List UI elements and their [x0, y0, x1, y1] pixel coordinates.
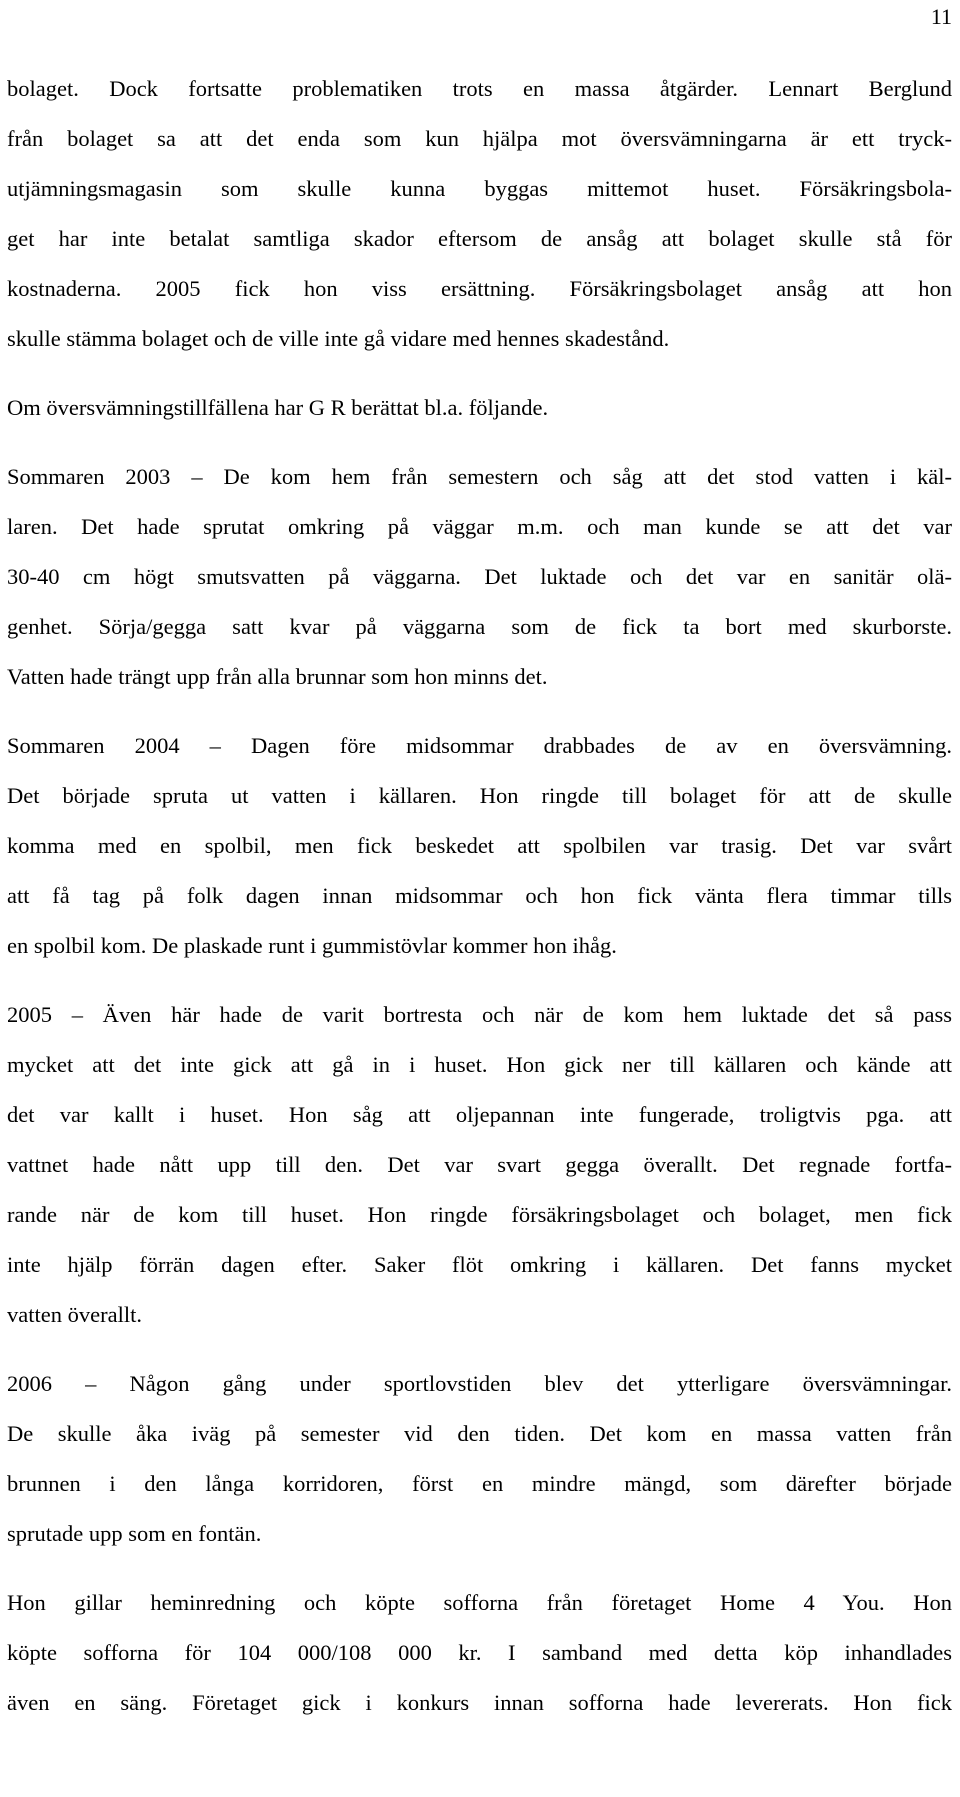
- text-line: det var kallt i huset. Hon såg att oljepannan inte fungerade, troligtvis pga. att: [7, 1102, 952, 1127]
- text-line: att få tag på folk dagen innan midsommar och hon fick vänta flera timmar tills: [7, 883, 952, 908]
- text-line: utjämningsmagasin som skulle kunna byggas mittemot huset. Försäkringsbola-: [7, 176, 952, 201]
- text-line: Det började spruta ut vatten i källaren. Hon ringde till bolaget för att de skulle: [7, 783, 952, 808]
- text-line: vatten överallt.: [7, 1302, 142, 1327]
- text-line: även en säng. Företaget gick i konkurs innan sofforna hade levererats. Hon fick: [7, 1690, 952, 1715]
- text-line: laren. Det hade sprutat omkring på väggar m.m. och man kunde se att det var: [7, 514, 952, 539]
- paragraph-sofa-purchase: [7, 1578, 952, 1728]
- text-line: skulle stämma bolaget och de ville inte gå vidare med hennes skadestånd.: [7, 326, 670, 351]
- paragraph-summer-2004: [7, 721, 952, 971]
- text-line: från bolaget sa att det enda som kun hjälpa mot översvämningarna är ett tryck-: [7, 126, 952, 151]
- text-line: Sommaren 2004 – Dagen före midsommar drabbades de av en översvämning.: [7, 733, 952, 758]
- text-line: 30-40 cm högt smutsvatten på väggarna. Det luktade och det var en sanitär olä-: [7, 564, 952, 589]
- paragraph-summer-2003: [7, 452, 952, 702]
- text-line: 2005 – Även här hade de varit bortresta och när de kom hem luktade det så pass: [7, 1002, 952, 1027]
- document-body: [7, 64, 952, 1728]
- text-line: Om översvämningstillfällena har G R berättat bl.a. följande.: [7, 395, 549, 420]
- text-line: vattnet hade nått upp till den. Det var svart gegga överallt. Det regnade fortfa-: [7, 1152, 952, 1177]
- text-line: köpte sofforna för 104 000/108 000 kr. I samband med detta köp inhandlades: [7, 1640, 952, 1665]
- text-line: bolaget. Dock fortsatte problematiken trots en massa åtgärder. Lennart Berglund: [7, 76, 952, 101]
- text-line: Vatten hade trängt upp från alla brunnar som hon minns det.: [7, 664, 548, 689]
- text-line: sprutade upp som en fontän.: [7, 1521, 262, 1546]
- text-line: De skulle åka iväg på semester vid den tiden. Det kom en massa vatten från: [7, 1421, 952, 1446]
- paragraph-2005: [7, 990, 952, 1340]
- text-line: brunnen i den långa korridoren, först en mindre mängd, som därefter började: [7, 1471, 952, 1496]
- text-line: inte hjälp förrän dagen efter. Saker flöt omkring i källaren. Det fanns mycket: [7, 1252, 952, 1277]
- text-line: Sommaren 2003 – De kom hem från semestern och såg att det stod vatten i käl-: [7, 464, 952, 489]
- text-line: genhet. Sörja/gegga satt kvar på väggarna som de fick ta bort med skurborste.: [7, 614, 952, 639]
- text-line: 2006 – Någon gång under sportlovstiden blev det ytterligare översvämningar.: [7, 1371, 952, 1396]
- text-line: rande när de kom till huset. Hon ringde försäkringsbolaget och bolaget, men fick: [7, 1202, 952, 1227]
- paragraph-intro-flood-events: [7, 383, 952, 433]
- paragraph-insurance-background: [7, 64, 952, 364]
- text-line: komma med en spolbil, men fick beskedet att spolbilen var trasig. Det var svårt: [7, 833, 952, 858]
- text-line: get har inte betalat samtliga skador eftersom de ansåg att bolaget skulle stå för: [7, 226, 952, 251]
- page-number: 11: [930, 4, 952, 29]
- text-line: Hon gillar heminredning och köpte sofforna från företaget Home 4 You. Hon: [7, 1590, 952, 1615]
- text-line: mycket att det inte gick att gå in i huset. Hon gick ner till källaren och kände att: [7, 1052, 952, 1077]
- text-line: en spolbil kom. De plaskade runt i gummistövlar kommer hon ihåg.: [7, 933, 617, 958]
- paragraph-2006: [7, 1359, 952, 1559]
- text-line: kostnaderna. 2005 fick hon viss ersättning. Försäkringsbolaget ansåg att hon: [7, 276, 952, 301]
